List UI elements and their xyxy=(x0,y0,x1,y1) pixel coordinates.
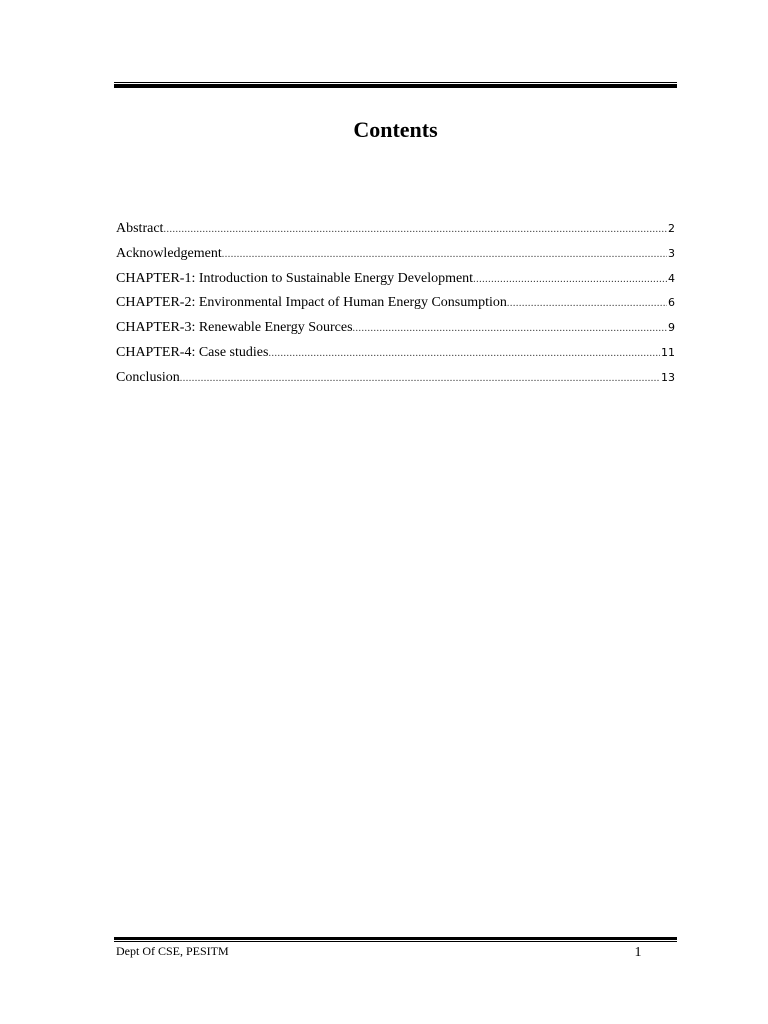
toc-entry-label: Acknowledgement xyxy=(116,245,222,261)
toc-dot-leader xyxy=(222,245,667,265)
toc-entry-page: 3 xyxy=(668,246,675,260)
toc-entry-label: Abstract xyxy=(116,221,164,236)
toc-dot-leader xyxy=(268,344,660,364)
toc-entry-chapter-4[interactable] xyxy=(116,343,675,368)
toc-dot-leader xyxy=(180,369,660,389)
toc-entry-label: CHAPTER-4: Case studies xyxy=(116,344,269,360)
toc-entry-label: CHAPTER-1: Introduction to Sustainable Energy Development xyxy=(116,270,474,286)
toc-entry-label: CHAPTER-3: Renewable Energy Sources xyxy=(116,320,353,336)
toc-entry-page: 11 xyxy=(661,345,675,359)
toc-entry-chapter-2[interactable] xyxy=(116,293,675,318)
header-rule xyxy=(114,82,677,88)
toc-entry-label: Conclusion xyxy=(116,369,180,385)
footer-rule-thick xyxy=(114,937,677,940)
footer-page-number: 1 xyxy=(634,945,642,960)
toc-entry-page: 9 xyxy=(668,321,675,335)
toc-entry-abstract[interactable] xyxy=(116,219,675,244)
footer-rule-thin xyxy=(114,941,677,942)
toc-dot-leader xyxy=(473,270,667,290)
footer-department: Dept Of CSE, PESITM xyxy=(116,944,229,958)
page-title: Contents xyxy=(353,117,438,142)
toc-entry-label: CHAPTER-2: Environmental Impact of Human Energy Consumption xyxy=(116,295,507,311)
toc-entry-chapter-3[interactable] xyxy=(116,318,675,343)
header-rule-thick xyxy=(114,84,677,88)
toc-dot-leader xyxy=(353,319,667,339)
toc-entry-conclusion[interactable] xyxy=(116,368,675,393)
header-rule-thin xyxy=(114,82,677,83)
toc-entry-acknowledgement[interactable] xyxy=(116,244,675,269)
toc-entry-page: 2 xyxy=(668,222,675,235)
toc-entry-page: 6 xyxy=(668,296,675,310)
toc-dot-leader xyxy=(163,220,667,240)
toc-entry-page: 13 xyxy=(661,370,675,384)
table-of-contents xyxy=(116,219,675,393)
footer-rule xyxy=(114,937,677,942)
toc-entry-chapter-1[interactable] xyxy=(116,269,675,294)
toc-entry-page: 4 xyxy=(668,271,675,285)
toc-dot-leader xyxy=(507,294,667,314)
